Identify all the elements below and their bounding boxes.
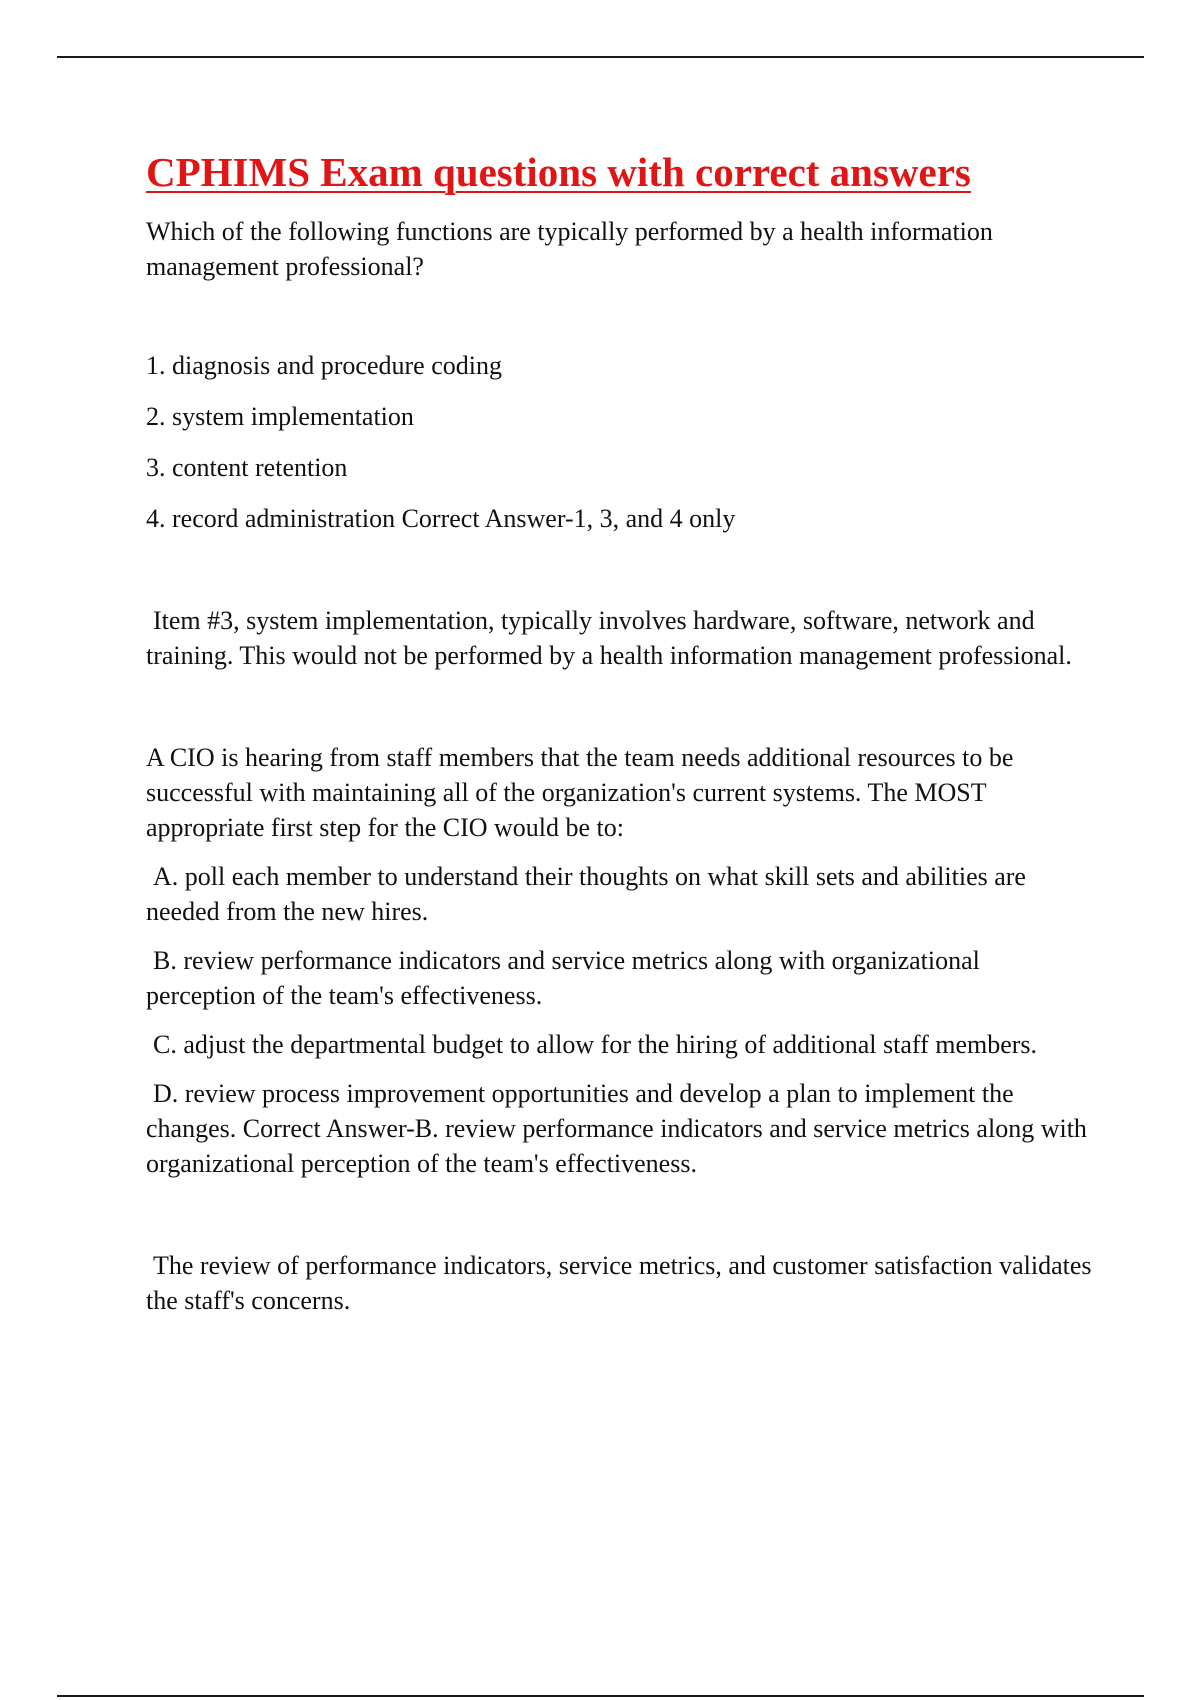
- question-1-prompt: Which of the following functions are typically performed by a health information management professional?: [146, 217, 993, 281]
- question-1-option: 2. system implementation: [146, 402, 414, 431]
- question-2-choice: B. review performance indicators and service metrics along with organizational perception of the team's effectiveness.: [146, 946, 980, 1010]
- question-2-choice: D. review process improvement opportunities and develop a plan to implement the changes. Correct Answer-B. review performance indicators and service metrics along with organizational perception of the team's effectiveness.: [146, 1079, 1087, 1178]
- question-1-option: 1. diagnosis and procedure coding: [146, 351, 502, 380]
- question-1-explanation: Item #3, system implementation, typically involves hardware, software, network and training. This would not be performed by a health information management professional.: [146, 606, 1072, 670]
- document-title: CPHIMS Exam questions with correct answers: [146, 149, 971, 195]
- question-2-choice: C. adjust the departmental budget to allow for the hiring of additional staff members.: [153, 1030, 1038, 1059]
- top-rule: [57, 56, 1144, 58]
- question-2-explanation: The review of performance indicators, service metrics, and customer satisfaction validates the staff's concerns.: [146, 1251, 1092, 1315]
- document-body: [146, 144, 1096, 1318]
- question-1-option: 4. record administration Correct Answer-1, 3, and 4 only: [146, 504, 736, 533]
- question-1-option: 3. content retention: [146, 453, 348, 482]
- question-2-choice: A. poll each member to understand their thoughts on what skill sets and abilities are needed from the new hires.: [146, 862, 1026, 926]
- bottom-rule: [57, 1695, 1144, 1697]
- question-2-prompt: A CIO is hearing from staff members that the team needs additional resources to be successful with maintaining all of the organization's current systems. The MOST appropriate first step for the CIO would be to:: [146, 743, 1014, 842]
- question-1-options: [146, 348, 1096, 536]
